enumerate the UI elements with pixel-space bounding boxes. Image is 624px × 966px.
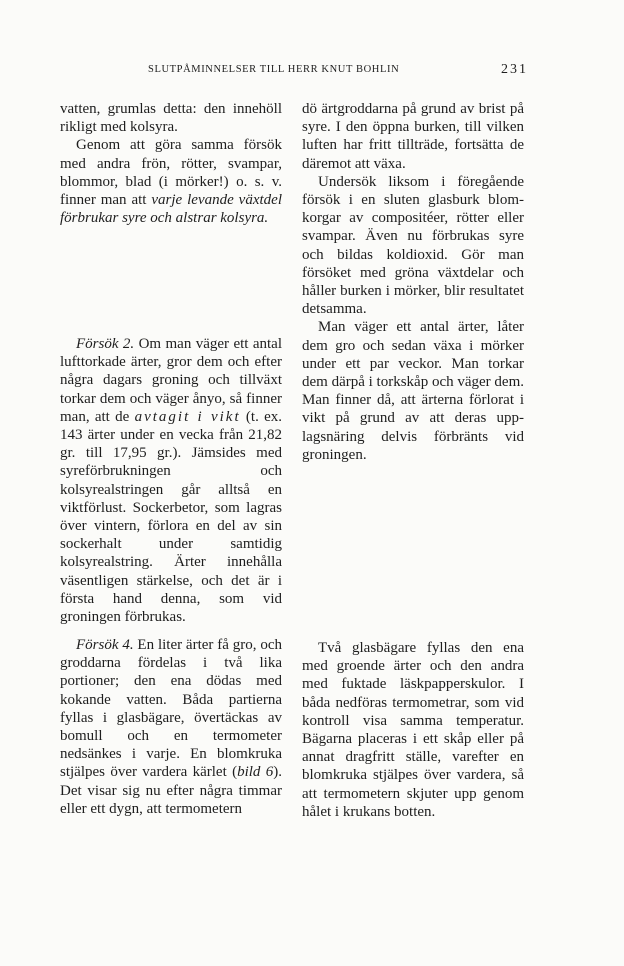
right-block-2 <box>302 639 524 821</box>
left-block-2 <box>60 335 282 626</box>
paragraph-text: (t. ex. 143 ärter under en vecka från 21,82 gr. till 17,95 gr.). Jämsides med syreförbrukningen och kolsyrealstringen går alltså en viktförlust. Sockerbetor, som lagras över vintern, förlora en del av sin sockerhalt under samtidig kolsyrealstring. Ärter innehålla väsentligen stärkelse, och det är i första hand denna, som vid groningen förbrukas. <box>60 408 283 626</box>
left-block-3 <box>60 636 282 818</box>
right-block-1 <box>302 100 524 464</box>
paragraph-text: Om man väger ett antal lufttorkade ärter, gror dem och efter några dagars groning och tillväxt torkar dem och väger ånyo, så finner man, att de <box>60 336 283 425</box>
figure-reference: bild 6 <box>237 764 274 781</box>
experiment-label: Försök 4. <box>76 637 134 653</box>
experiment-label: Försök 2. <box>76 336 135 352</box>
left-block-1 <box>60 100 282 227</box>
emphasis-text: avtagit i vikt <box>134 408 241 425</box>
paragraph <box>60 636 282 818</box>
paragraph: Undersök liksom i föregående försök i en sluten glasburk blomkorgar av compositéer, rötter eller svampar. Även nu förbrukas syre och bildas koldioxid. Gör man försöket med gröna växtdelar och håller burken i mörker, blir resultatet detsamma. <box>302 173 524 318</box>
paragraph-text: ). Det visar sig nu efter några timmar eller ett dygn, att termometern <box>60 764 282 817</box>
paragraph-text: En liter ärter få gro, och groddarna fördelas i två lika portioner; den ena dödas med kokande vatten. Båda partierna fyllas i glasbägare, övertäckas av bomull och en termometer nedsänkes i varje. En blomkruka stjälpes över vardera kärlet ( <box>60 637 282 781</box>
paragraph <box>60 335 282 626</box>
paragraph: vatten, grumlas detta: den innehöll rikligt med kolsyra. <box>60 101 282 136</box>
paragraph <box>60 136 282 227</box>
page-number: 231 <box>501 62 528 77</box>
paragraph-text: Genom att göra samma försök med andra frön, rötter, svampar, blommor, blad (i mörker!) o. s. v. finner man att <box>60 137 282 209</box>
emphasis-text: varje levande växtdel förbrukar syre och alstrar kolsyra. <box>60 192 282 227</box>
paragraph: Man väger ett antal ärter, låter dem gro och sedan växa i mörker under ett par veckor. Man torkar dem därpå i torkskåp och väger dem. Man finner då, att ärterna förlorat i vikt på grund av att deras upplagsnäring delvis förbränts vid groningen. <box>302 319 525 463</box>
paragraph: dö ärtgroddarna på grund av brist på syre. I den öppna burken, till vilken luften har fritt tillträde, fortsätta de däremot att växa. <box>302 101 524 172</box>
running-title: SLUTPÅMINNELSER TILL HERR KNUT BOHLIN <box>148 64 400 75</box>
paragraph: Två glasbägare fyllas den ena med groende ärter och den andra med fuktade läskpapperskulor. I båda nedföras termometrar, som vid kontroll visa samma temperatur. Bägarna placeras i ett skåp eller på annat dragfritt ställe, varefter en blomkruka stjälpes över vardera, så att termometern skjuter upp genom hålet i krukans botten. <box>302 640 524 820</box>
